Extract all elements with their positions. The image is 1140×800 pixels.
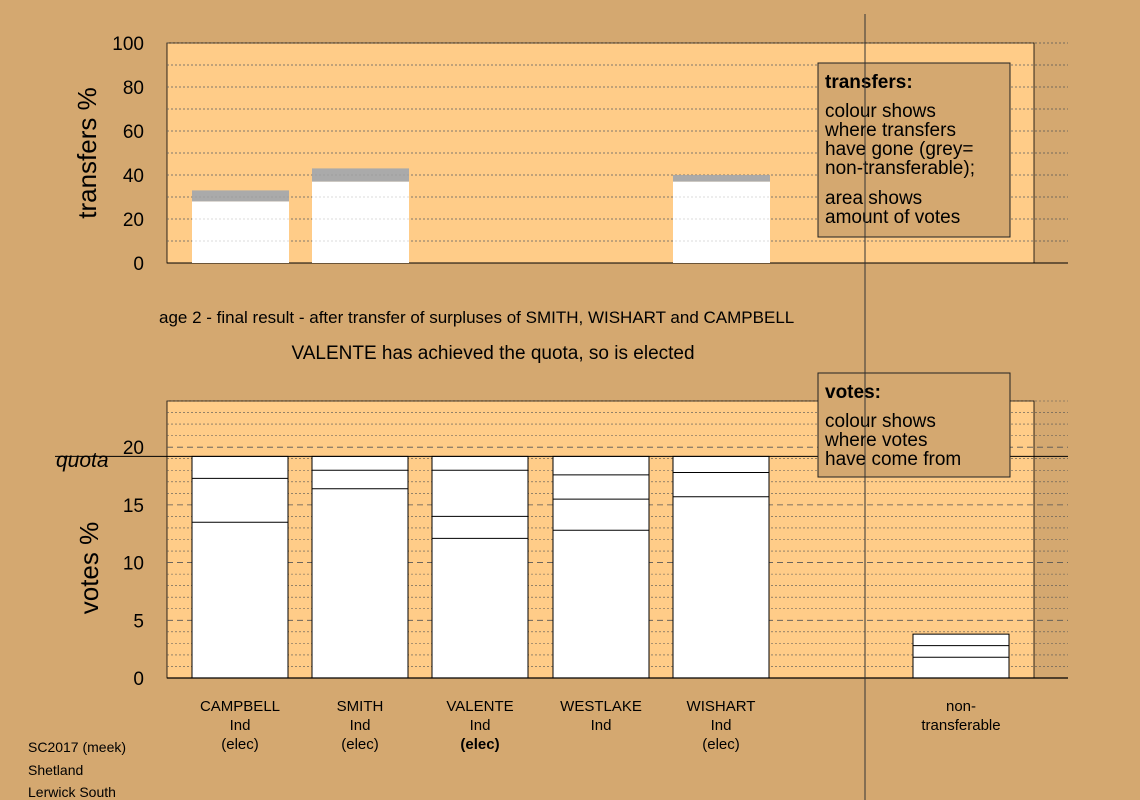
candidate-party: Ind xyxy=(710,717,732,734)
stage-subtitle: VALENTE has achieved the quota, so is elected xyxy=(291,343,695,364)
transfers-legend-title: transfers: xyxy=(825,72,913,93)
candidate-name: VALENTE xyxy=(446,698,514,715)
candidate-status: (elec) xyxy=(702,736,740,753)
votes-tick-label: 20 xyxy=(122,438,144,460)
transfers-tick-label: 40 xyxy=(122,166,144,187)
transfers-tick-label: 80 xyxy=(122,78,144,99)
transfers-tick-label: 0 xyxy=(133,254,144,275)
votes-tick-label: 5 xyxy=(133,611,144,633)
transfer-bar-campbell xyxy=(192,201,289,263)
vote-bar-westlake xyxy=(553,456,649,678)
candidate-party: Ind xyxy=(469,717,491,734)
transfer-bar-smith xyxy=(312,182,409,263)
transfer-grey-campbell xyxy=(192,190,289,201)
vote-bar-campbell xyxy=(192,456,288,678)
candidate-status: (elec) xyxy=(221,736,259,753)
footer-line: Lerwick South xyxy=(28,784,116,800)
candidate-party: Ind xyxy=(349,717,371,734)
votes-legend-line: have come from xyxy=(825,449,962,470)
transfers-tick-label: 100 xyxy=(112,34,144,55)
quota-label: quota xyxy=(56,449,109,472)
votes-legend-title: votes: xyxy=(825,382,881,403)
transfer-bar-wishart xyxy=(673,182,770,263)
votes-tick-label: 10 xyxy=(122,553,144,575)
candidate-status: (elec) xyxy=(341,736,379,753)
nontransferable-label: transferable xyxy=(921,717,1001,734)
transfers-legend-line: area shows xyxy=(825,188,923,209)
transfers-legend-line: have gone (grey= xyxy=(825,139,974,160)
vote-bar-wishart xyxy=(673,456,769,678)
votes-legend-line: where votes xyxy=(825,430,928,451)
votes-tick-label: 0 xyxy=(133,669,144,690)
candidate-status: (elec) xyxy=(460,736,500,753)
stage-caption: age 2 - final result - after transfer of surpluses of SMITH, WISHART and CAMPBELL xyxy=(159,308,795,327)
transfers-legend-line: amount of votes xyxy=(825,207,961,228)
candidate-name: WISHART xyxy=(686,698,756,715)
votes-axis-title: votes % xyxy=(74,521,104,615)
candidate-name: CAMPBELL xyxy=(199,698,281,715)
candidate-name: WESTLAKE xyxy=(560,698,642,715)
transfers-legend-line: colour shows xyxy=(825,101,936,122)
transfers-tick-label: 20 xyxy=(122,210,144,231)
footer-line: Shetland xyxy=(28,762,84,778)
candidate-party: Ind xyxy=(229,717,251,734)
transfers-tick-label: 60 xyxy=(122,122,144,143)
transfers-legend-line: where transfers xyxy=(825,120,956,141)
vote-bar-valente xyxy=(432,456,528,678)
vote-bar-non-transferable xyxy=(913,634,1009,678)
votes-tick-label: 15 xyxy=(122,495,144,517)
candidate-party: Ind xyxy=(590,717,612,734)
votes-legend-line: colour shows xyxy=(825,411,936,432)
footer-line: SC2017 (meek) xyxy=(28,739,127,755)
transfers-legend-line: non-transferable); xyxy=(825,158,975,179)
candidate-name: SMITH xyxy=(336,698,384,715)
transfers-axis-title: transfers % xyxy=(72,87,102,219)
transfer-grey-wishart xyxy=(673,175,770,182)
nontransferable-label: non- xyxy=(945,698,977,715)
vote-bar-smith xyxy=(312,456,408,678)
